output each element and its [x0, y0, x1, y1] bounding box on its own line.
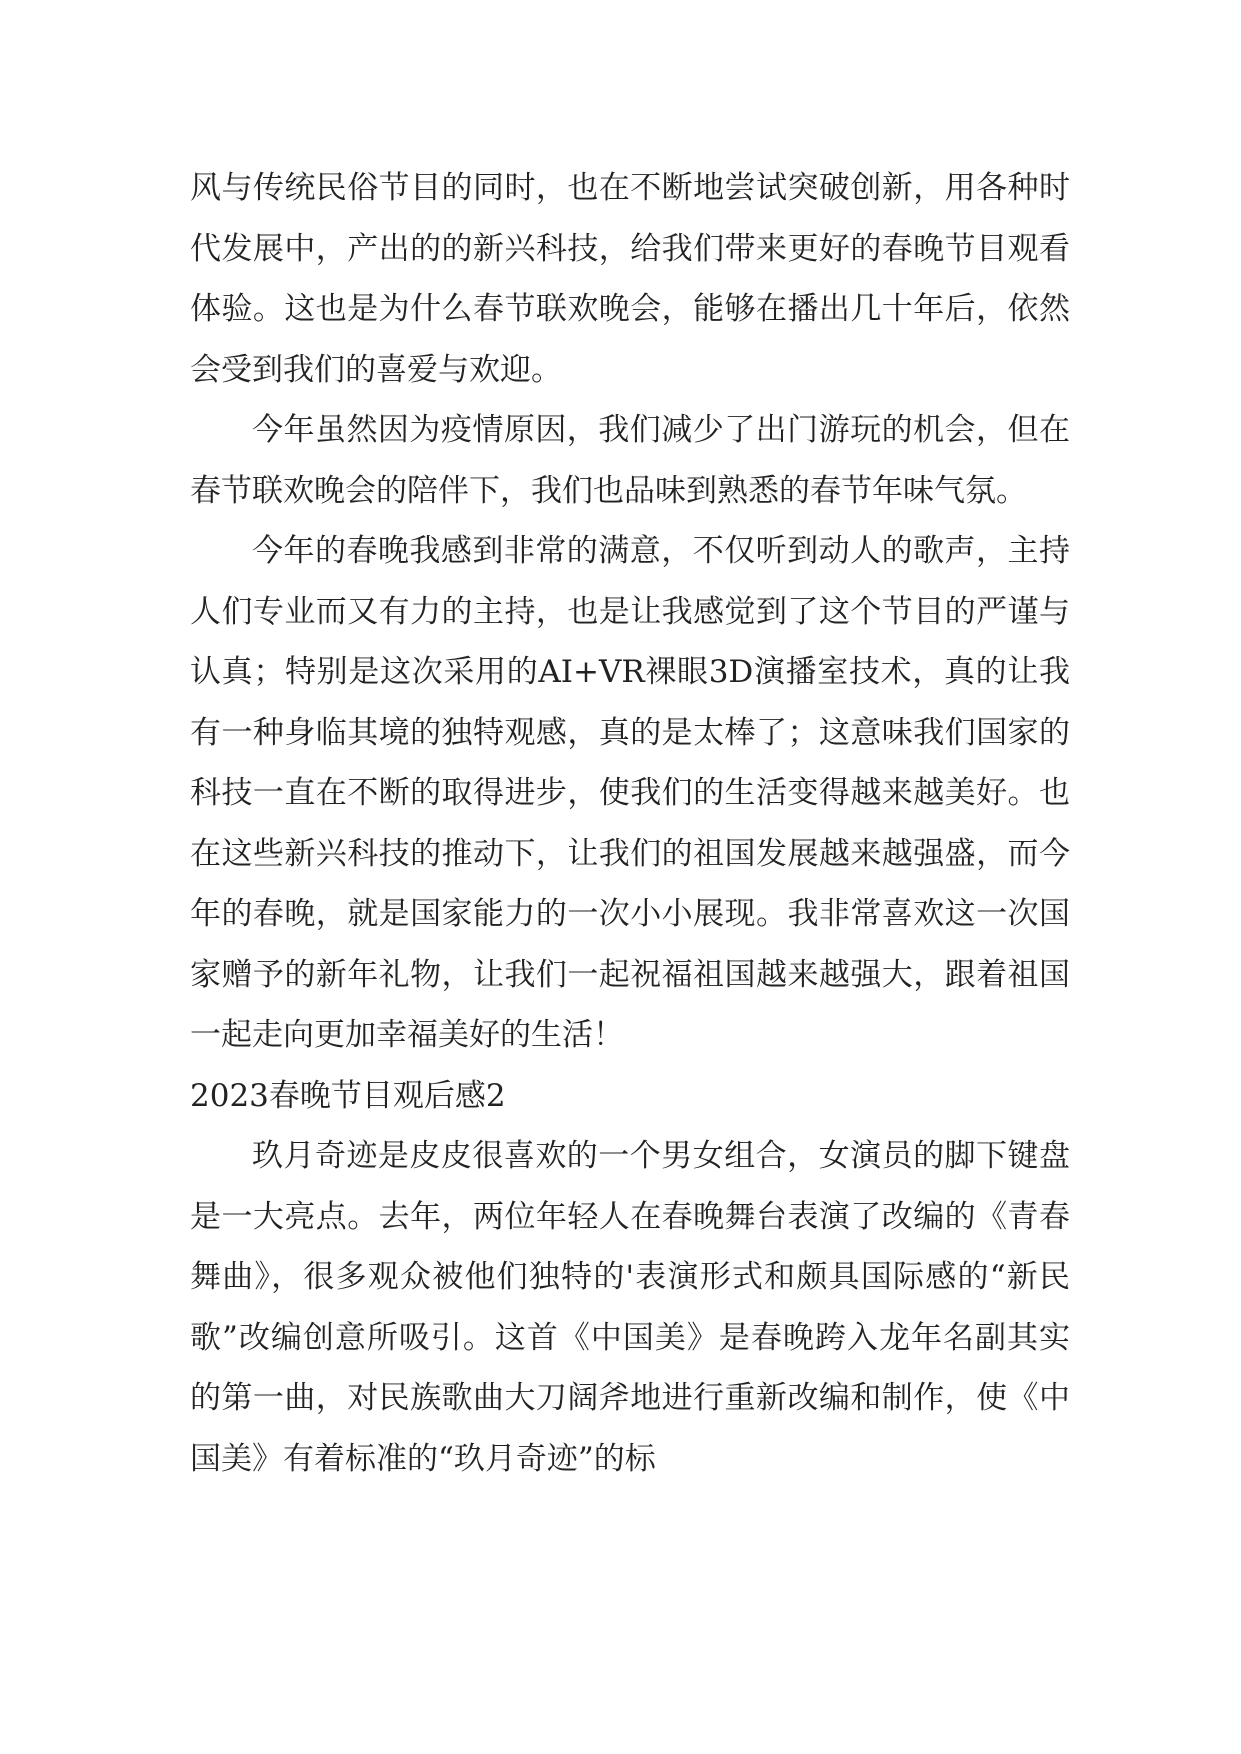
document-body	[190, 158, 1070, 1489]
paragraph-pandemic: 今年虽然因为疫情原因，我们减少了出门游玩的机会，但在春节联欢晚会的陪伴下，我们也品味到熟悉的春节年味气氛。	[190, 412, 1070, 509]
paragraph-continuation: 风与传统民俗节目的同时，也在不断地尝试突破创新，用各种时代发展中，产出的的新兴科技，给我们带来更好的春晚节目观看体验。这也是为什么春节联欢晚会，能够在播出几十年后，依然会受到我们的喜爱与欢迎。	[190, 170, 1070, 388]
section-heading: 2023春晚节目观后感2	[190, 1077, 506, 1114]
paragraph-jiuyue: 玖月奇迹是皮皮很喜欢的一个男女组合，女演员的脚下键盘是一大亮点。去年，两位年轻人在春晚舞台表演了改编的《青春舞曲》，很多观众被他们独特的'表演形式和颇具国际感的“新民歌”改编创意所吸引。这首《中国美》是春晚跨入龙年名副其实的第一曲，对民族歌曲大刀阔斧地进行重新改编和制作，使《中国美》有着标准的“玖月奇迹”的标	[190, 1138, 1070, 1477]
paragraph-satisfaction: 今年的春晚我感到非常的满意，不仅听到动人的歌声，主持人们专业而又有力的主持，也是让我感觉到了这个节目的严谨与认真；特别是这次采用的AI+VR裸眼3D演播室技术，真的让我有一种身临其境的独特观感，真的是太棒了；这意味我们国家的科技一直在不断的取得进步，使我们的生活变得越来越美好。也在这些新兴科技的推动下，让我们的祖国发展越来越强盛，而今年的春晚，就是国家能力的一次小小展现。我非常喜欢这一次国家赠予的新年礼物，让我们一起祝福祖国越来越强大，跟着祖国一起走向更加幸福美好的生活！	[190, 533, 1070, 1053]
